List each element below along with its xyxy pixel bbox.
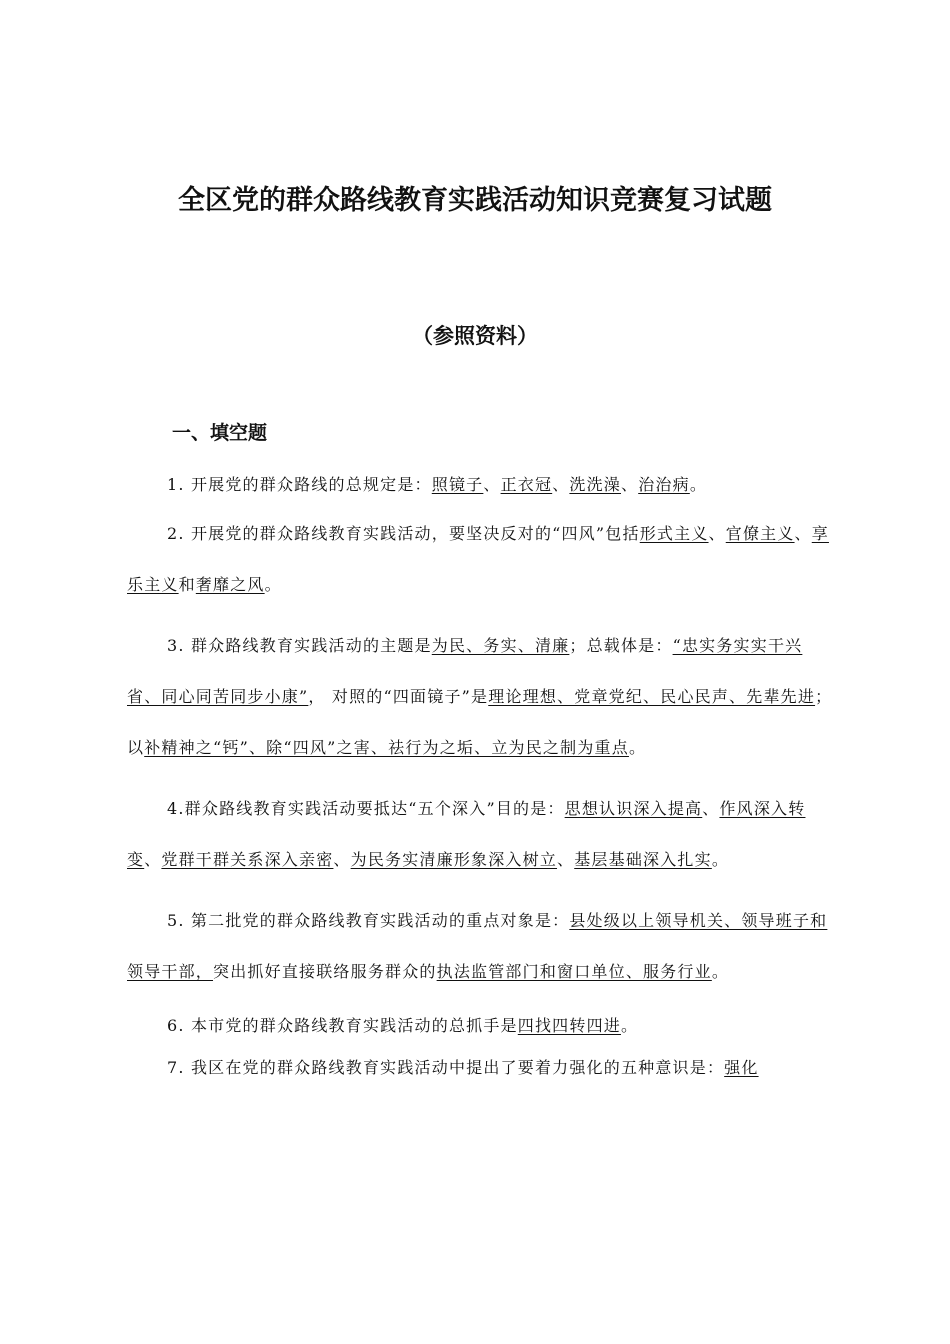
question-6: 6. 本市党的群众路线教育实践活动的总抓手是四找四转四进。 xyxy=(167,1016,639,1035)
answer: 作风深入转变 xyxy=(127,799,806,869)
answer: 执法监管部门和窗口单位、服务行业 xyxy=(436,962,712,981)
question-7: 7. 我区在党的群众路线教育实践活动中提出了要着力强化的五种意识是：强化 xyxy=(167,1058,759,1077)
answer: 奢靡之风 xyxy=(195,575,265,594)
page-subtitle: （参照资料） xyxy=(412,324,538,348)
answer: 为民务实清廉形象深入树立 xyxy=(350,850,558,869)
answer: 形式主义 xyxy=(639,524,709,543)
answer: 治治病 xyxy=(638,475,690,494)
section-heading: 一、填空题 xyxy=(172,422,268,444)
answer: 官僚主义 xyxy=(725,524,795,543)
answer: 党群干群关系深入亲密 xyxy=(161,850,334,869)
answer: 享乐主义 xyxy=(127,524,829,594)
answer: 理论理想、党章党纪、民心民声、先辈先进 xyxy=(488,687,816,706)
question-3: 3. 群众路线教育实践活动的主题是为民、务实、清廉；总载体是：“忠实务实实干兴省、同心同苦同步小康”， 对照的“四面镜子”是理论理想、党章党纪、民心民声、先辈先进；以补精神之“钙”、除“四风”之害、祛行为之垢、立为民之制为重点。 xyxy=(127,636,833,757)
page-title: 全区党的群众路线教育实践活动知识竞赛复习试题 xyxy=(178,185,772,216)
question-2: 2. 开展党的群众路线教育实践活动，要坚决反对的“四风”包括形式主义、官僚主义、享乐主义和奢靡之风。 xyxy=(127,524,829,594)
answer: 强化 xyxy=(724,1058,759,1077)
answer: 四找四转四进 xyxy=(517,1016,621,1035)
question-list xyxy=(127,466,833,1091)
answer: 照镜子 xyxy=(431,475,484,494)
answer: 基层基础深入扎实 xyxy=(574,850,712,869)
question-5: 5. 第二批党的群众路线教育实践活动的重点对象是：县处级以上领导机关、领导班子和领导干部，突出抓好直接联络服务群众的执法监管部门和窗口单位、服务行业。 xyxy=(127,911,828,981)
answer: 正衣冠 xyxy=(500,475,553,494)
answer: 洗洗澡 xyxy=(569,475,621,494)
answer: “忠实务实实干兴省、同心同苦同步小康” xyxy=(127,636,803,706)
answer: 补精神之“钙”、除“四风”之害、祛行为之垢、立为民之制为重点 xyxy=(144,738,629,757)
answer: 思想认识深入提高 xyxy=(564,799,703,818)
answer: 县处级以上领导机关、领导班子和领导干部， xyxy=(127,911,828,981)
answer: 为民、务实、清廉 xyxy=(431,636,570,655)
question-4: 4.群众路线教育实践活动要抵达“五个深入”目的是：思想认识深入提高、作风深入转变、党群干群关系深入亲密、为民务实清廉形象深入树立、基层基础深入扎实。 xyxy=(127,799,806,869)
question-1: 1. 开展党的群众路线的总规定是：照镜子、正衣冠、洗洗澡、治治病。 xyxy=(167,475,708,494)
